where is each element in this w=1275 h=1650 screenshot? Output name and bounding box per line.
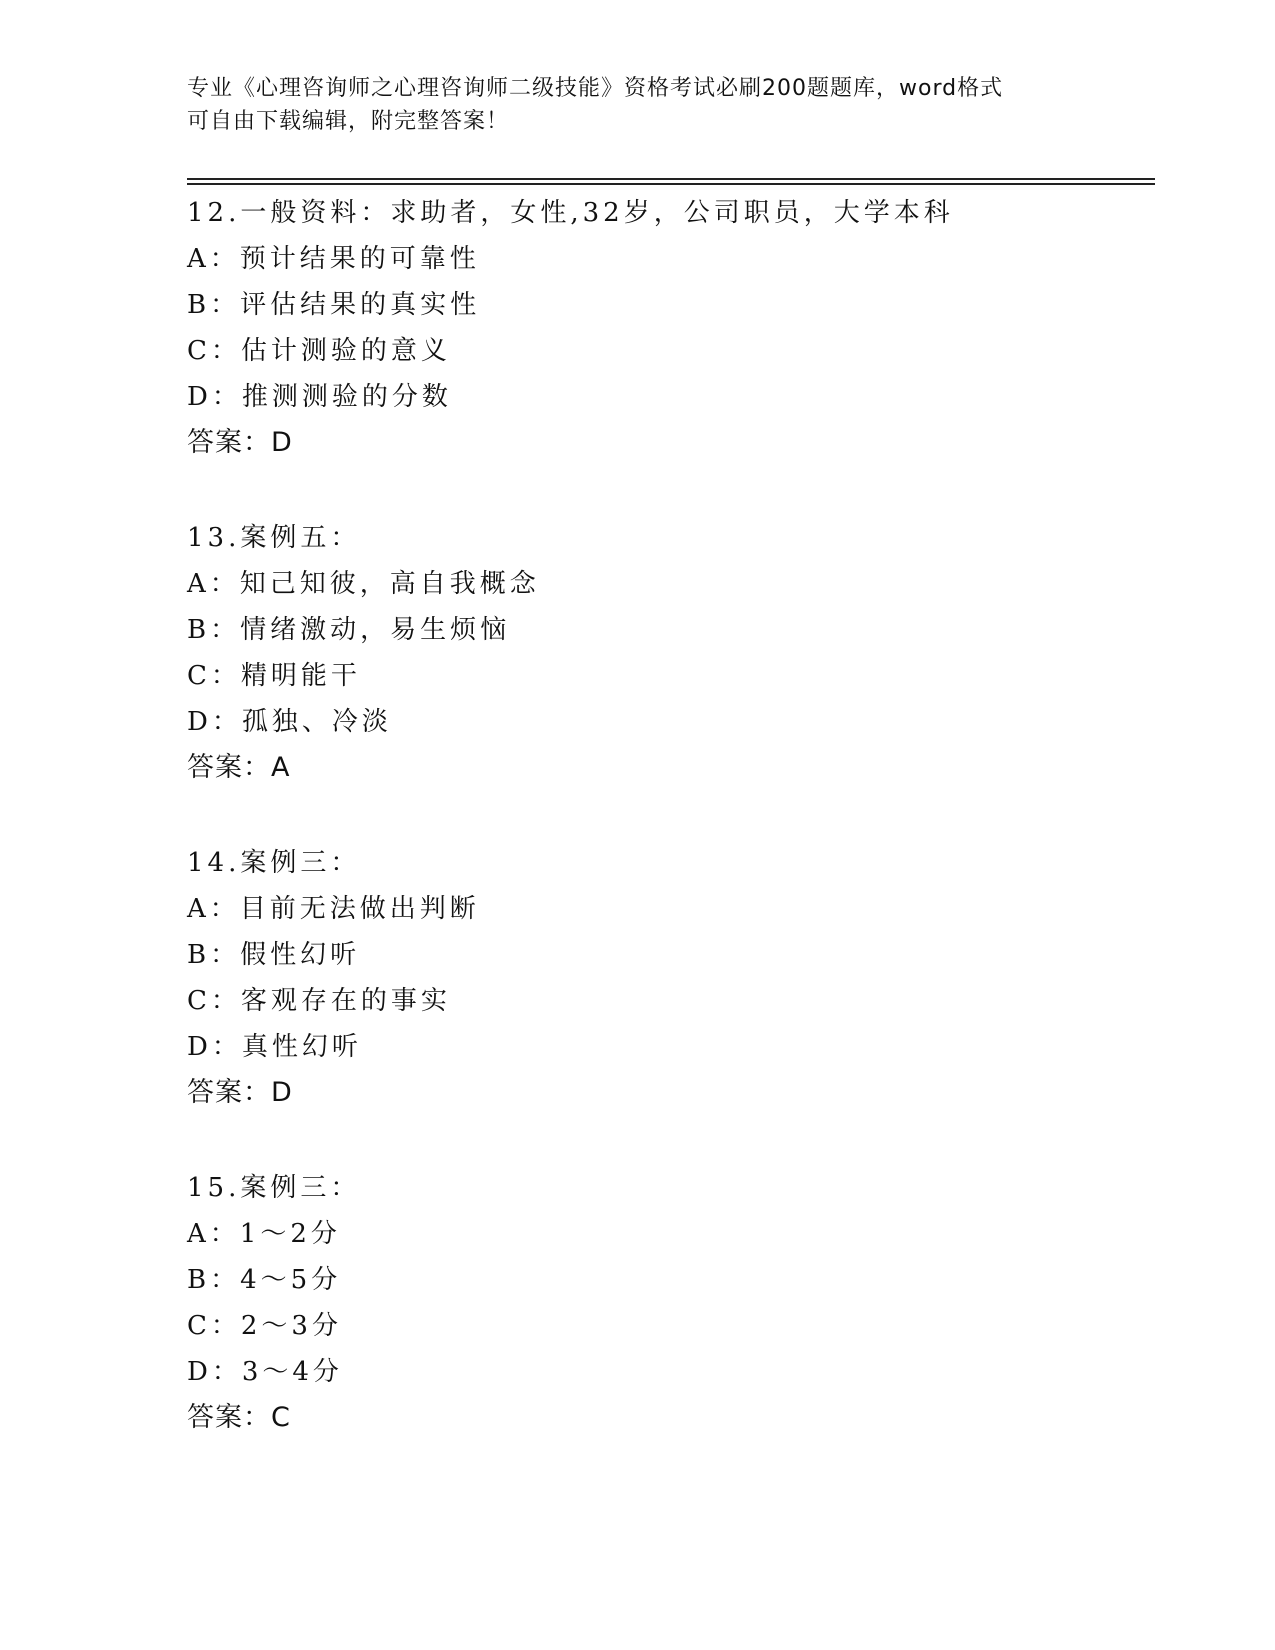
question-stem: 15.案例三： xyxy=(187,1173,361,1203)
option-c: C：估计测验的意义 xyxy=(187,336,451,366)
header-divider-bottom xyxy=(187,183,1155,185)
option-d: D：3～4分 xyxy=(187,1357,343,1387)
question-stem: 14.案例三： xyxy=(187,848,361,878)
answer-label: 答案：C xyxy=(187,1402,291,1433)
answer-label: 答案：D xyxy=(187,1077,293,1108)
option-b: B：情绪激动，易生烦恼 xyxy=(187,615,511,645)
option-d: D：孤独、冷淡 xyxy=(187,707,392,737)
answer-label: 答案：D xyxy=(187,427,293,458)
question-13 xyxy=(187,515,1155,791)
option-a: A：知己知彼，高自我概念 xyxy=(187,569,540,599)
option-b: B：4～5分 xyxy=(187,1265,342,1295)
question-stem: 13.案例五： xyxy=(187,523,361,553)
question-14 xyxy=(187,840,1155,1116)
option-d: D：推测测验的分数 xyxy=(187,382,452,412)
option-a: A：目前无法做出判断 xyxy=(187,894,480,924)
header-title-line-1: 专业《心理咨询师之心理咨询师二级技能》资格考试必刷200题题库，word格式 xyxy=(187,76,1004,101)
question-12 xyxy=(187,190,1155,466)
option-a: A：预计结果的可靠性 xyxy=(187,244,480,274)
option-a: A：1～2分 xyxy=(187,1219,341,1249)
option-b: B：评估结果的真实性 xyxy=(187,290,481,320)
option-d: D：真性幻听 xyxy=(187,1032,362,1062)
question-list xyxy=(187,190,1155,1490)
option-c: C：客观存在的事实 xyxy=(187,986,451,1016)
header-divider-top xyxy=(187,178,1155,180)
option-b: B：假性幻听 xyxy=(187,940,361,970)
question-15 xyxy=(187,1165,1155,1441)
answer-label: 答案：A xyxy=(187,752,291,783)
header-title-line-2: 可自由下载编辑，附完整答案！ xyxy=(187,109,510,134)
document-header xyxy=(187,72,1087,138)
option-c: C：精明能干 xyxy=(187,661,361,691)
question-stem: 12.一般资料：求助者，女性,32岁，公司职员，大学本科 xyxy=(187,198,954,228)
option-c: C：2～3分 xyxy=(187,1311,342,1341)
